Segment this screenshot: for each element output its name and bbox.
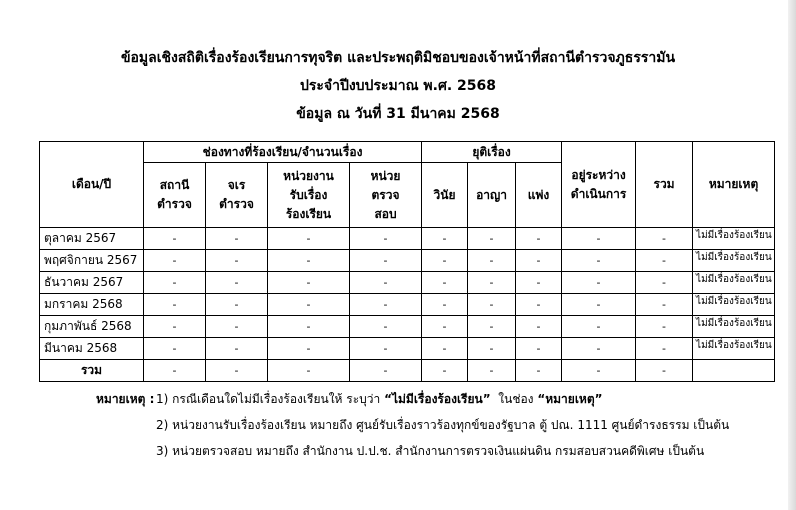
cell-value: - <box>516 272 562 294</box>
cell-value: - <box>468 250 516 272</box>
header-channel-audit-unit <box>350 163 422 228</box>
total-value: - <box>350 360 422 382</box>
header-channel-police-station-text: สถานีตำรวจ <box>157 178 192 211</box>
cell-value: - <box>422 316 468 338</box>
document-title <box>0 44 796 128</box>
cell-value: - <box>350 338 422 360</box>
total-value: - <box>268 360 350 382</box>
cell-value: - <box>350 250 422 272</box>
header-channels-group: ช่องทางที่ร้องเรียน/จำนวนเรื่อง <box>144 142 422 163</box>
cell-value: - <box>636 294 693 316</box>
cell-value: - <box>516 250 562 272</box>
cell-value: - <box>350 228 422 250</box>
header-month: เดือน/ปี <box>40 142 144 228</box>
cell-value: - <box>516 338 562 360</box>
cell-value: - <box>268 250 350 272</box>
cell-value: - <box>144 272 206 294</box>
cell-value: - <box>636 272 693 294</box>
header-total: รวม <box>636 142 693 228</box>
page-edge-shadow <box>788 0 796 510</box>
cell-value: - <box>562 316 636 338</box>
header-resolved-criminal: อาญา <box>468 163 516 228</box>
cell-value: - <box>206 250 268 272</box>
header-channel-police-inspector-text: จเรตำรวจ <box>219 178 254 211</box>
cell-value: - <box>422 338 468 360</box>
cell-value: - <box>562 338 636 360</box>
table-row <box>40 316 775 338</box>
row-remark: ไม่มีเรื่องร้องเรียน <box>693 338 775 360</box>
table-row <box>40 250 775 272</box>
cell-value: - <box>350 294 422 316</box>
footnotes <box>96 386 729 464</box>
row-month: ธันวาคม 2567 <box>40 272 144 294</box>
total-value: - <box>206 360 268 382</box>
cell-value: - <box>516 316 562 338</box>
row-month: มกราคม 2568 <box>40 294 144 316</box>
row-month: พฤศจิกายน 2567 <box>40 250 144 272</box>
header-resolved-civil: แพ่ง <box>516 163 562 228</box>
cell-value: - <box>144 316 206 338</box>
total-value: - <box>144 360 206 382</box>
footnote-1-bold-1: “ไม่มีเรื่องร้องเรียน” <box>384 392 491 406</box>
row-remark: ไม่มีเรื่องร้องเรียน <box>693 272 775 294</box>
cell-value: - <box>636 316 693 338</box>
cell-value: - <box>562 294 636 316</box>
cell-value: - <box>206 228 268 250</box>
header-channel-complaint-agency-text: หน่วยงานรับเรื่องร้องเรียน <box>283 168 334 221</box>
header-channel-audit-unit-text: หน่วยตรวจสอบ <box>370 168 401 221</box>
cell-value: - <box>468 294 516 316</box>
cell-value: - <box>268 316 350 338</box>
row-month: มีนาคม 2568 <box>40 338 144 360</box>
cell-value: - <box>636 250 693 272</box>
cell-value: - <box>350 316 422 338</box>
total-value: - <box>516 360 562 382</box>
complaint-statistics-table <box>39 141 775 382</box>
cell-value: - <box>516 228 562 250</box>
row-remark: ไม่มีเรื่องร้องเรียน <box>693 294 775 316</box>
total-value: - <box>562 360 636 382</box>
cell-value: - <box>206 272 268 294</box>
cell-value: - <box>268 338 350 360</box>
cell-value: - <box>144 250 206 272</box>
footnote-1-bold-2: “หมายเหตุ” <box>537 392 603 406</box>
footnote-1 <box>96 386 729 412</box>
cell-value: - <box>268 272 350 294</box>
header-channel-complaint-agency <box>268 163 350 228</box>
cell-value: - <box>206 316 268 338</box>
cell-value: - <box>422 250 468 272</box>
title-line-3: ข้อมูล ณ วันที่ 31 มีนาคม 2568 <box>296 106 500 122</box>
cell-value: - <box>468 272 516 294</box>
row-remark: ไม่มีเรื่องร้องเรียน <box>693 228 775 250</box>
row-month: กุมภาพันธ์ 2568 <box>40 316 144 338</box>
total-value: - <box>422 360 468 382</box>
cell-value: - <box>468 316 516 338</box>
total-remark <box>693 360 775 382</box>
cell-value: - <box>206 338 268 360</box>
table-row <box>40 228 775 250</box>
cell-value: - <box>350 272 422 294</box>
header-remark: หมายเหตุ <box>693 142 775 228</box>
cell-value: - <box>562 228 636 250</box>
total-label: รวม <box>40 360 144 382</box>
table-row <box>40 294 775 316</box>
header-pending-text: อยู่ระหว่างดำเนินการ <box>570 167 627 201</box>
footnote-2: 2) หน่วยงานรับเรื่องร้องเรียน หมายถึง ศูนย์รับเรื่องราวร้องทุกข์ของรัฐบาล ตู้ ปณ. 1111 ศูนย์ดำรงธรรม เป็นต้น <box>156 418 730 432</box>
cell-value: - <box>422 294 468 316</box>
cell-value: - <box>422 228 468 250</box>
cell-value: - <box>268 228 350 250</box>
header-resolved-group: ยุติเรื่อง <box>422 142 562 163</box>
title-line-2: ประจำปีงบประมาณ พ.ศ. 2568 <box>299 78 497 94</box>
footnote-1-prefix: 1) กรณีเดือนใดไม่มีเรื่องร้องเรียนให้ ระบุว่า <box>156 392 385 406</box>
cell-value: - <box>636 228 693 250</box>
header-resolved-discipline: วินัย <box>422 163 468 228</box>
cell-value: - <box>422 272 468 294</box>
header-pending <box>562 142 636 228</box>
cell-value: - <box>206 294 268 316</box>
cell-value: - <box>562 272 636 294</box>
cell-value: - <box>268 294 350 316</box>
header-channel-police-inspector <box>206 163 268 228</box>
cell-value: - <box>144 338 206 360</box>
footnote-label: หมายเหตุ : <box>96 392 155 406</box>
table-total-row <box>40 360 775 382</box>
total-value: - <box>636 360 693 382</box>
cell-value: - <box>468 228 516 250</box>
cell-value: - <box>468 338 516 360</box>
cell-value: - <box>636 338 693 360</box>
cell-value: - <box>144 228 206 250</box>
footnote-3: 3) หน่วยตรวจสอบ หมายถึง สำนักงาน ป.ป.ช. สำนักงานการตรวจเงินแผ่นดิน กรมสอบสวนคดีพิเศษ เป็นต้น <box>156 444 705 458</box>
cell-value: - <box>562 250 636 272</box>
row-month: ตุลาคม 2567 <box>40 228 144 250</box>
total-value: - <box>468 360 516 382</box>
title-line-1: ข้อมูลเชิงสถิติเรื่องร้องเรียนการทุจริต และประพฤติมิชอบของเจ้าหน้าที่สถานีตำรวจภูธรรามัน <box>120 50 676 66</box>
row-remark: ไม่มีเรื่องร้องเรียน <box>693 250 775 272</box>
cell-value: - <box>516 294 562 316</box>
table-row <box>40 272 775 294</box>
footnote-1-mid: ในช่อง <box>490 392 538 406</box>
table-row <box>40 338 775 360</box>
cell-value: - <box>144 294 206 316</box>
header-channel-police-station <box>144 163 206 228</box>
row-remark: ไม่มีเรื่องร้องเรียน <box>693 316 775 338</box>
